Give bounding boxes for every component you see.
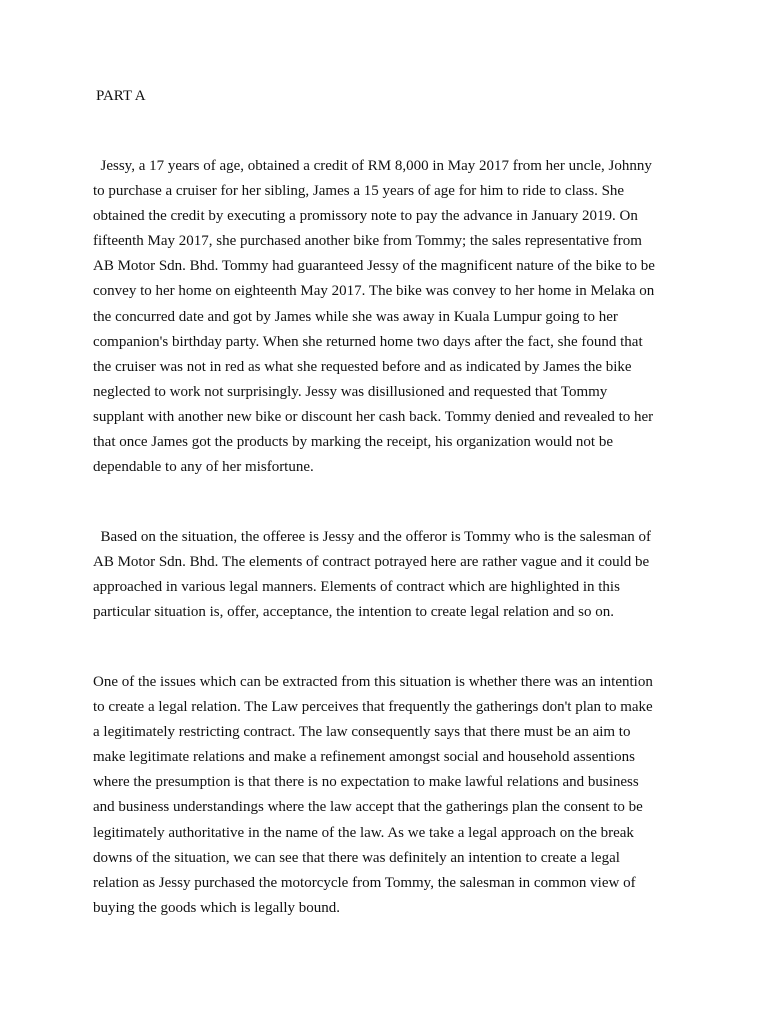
text-line: AB Motor Sdn. Bhd. Tommy had guaranteed Jessy of the magnificent nature of the bike to be bbox=[93, 258, 655, 275]
text-line: fifteenth May 2017, she purchased another bike from Tommy; the sales representative from bbox=[93, 233, 642, 250]
text-line: convey to her home on eighteenth May 2017. The bike was convey to her home in Melaka on bbox=[93, 283, 655, 300]
text-line: One of the issues which can be extracted from this situation is whether there was an intention bbox=[93, 674, 653, 690]
text-line: AB Motor Sdn. Bhd. The elements of contract potrayed here are rather vague and it could be bbox=[93, 554, 650, 571]
text-line: a legitimately restricting contract. The law consequently says that there must be an aim to bbox=[93, 724, 631, 741]
text-line: companion's birthday party. When she returned home two days after the fact, she found that bbox=[93, 333, 643, 350]
text-line: obtained the credit by executing a promissory note to pay the advance in January 2019. On bbox=[93, 208, 638, 225]
text-line: legitimately authoritative in the name of the law. As we take a legal approach on the break bbox=[93, 824, 634, 841]
text-line: relation as Jessy purchased the motorcycle from Tommy, the salesman in common view of bbox=[93, 874, 636, 891]
text-line: and business understandings where the law accept that the gatherings plan the consent to be bbox=[93, 799, 643, 816]
text-line: supplant with another new bike or discount her cash back. Tommy denied and revealed to her bbox=[93, 408, 654, 425]
text-line: approached in various legal manners. Elements of contract which are highlighted in this bbox=[93, 579, 620, 596]
text-line: make legitimate relations and make a refinement amongst social and household assentions bbox=[93, 749, 635, 766]
text-line: Based on the situation, the offeree is Jessy and the offeror is Tommy who is the salesman of bbox=[93, 529, 652, 545]
text-line: to purchase a cruiser for her sibling, James a 15 years of age for him to ride to class. She bbox=[93, 183, 625, 200]
text-line: particular situation is, offer, acceptance, the intention to create legal relation and so on. bbox=[93, 604, 615, 621]
paragraph-offer-analysis bbox=[93, 525, 651, 625]
text-line: the cruiser was not in red as what she requested before and as indicated by James the bike bbox=[93, 358, 632, 375]
text-line: that once James got the products by marking the receipt, his organization would not be bbox=[93, 434, 614, 451]
text-line: dependable to any of her misfortune. bbox=[93, 459, 314, 476]
text-line: where the presumption is that there is no expectation to make lawful relations and business bbox=[93, 774, 639, 791]
paragraph-case-facts bbox=[93, 154, 655, 480]
paragraph-legal-intention bbox=[93, 670, 653, 921]
section-heading: PART A bbox=[96, 88, 146, 104]
text-line: downs of the situation, we can see that there was definitely an intention to create a legal bbox=[93, 849, 620, 866]
text-line: Jessy, a 17 years of age, obtained a credit of RM 8,000 in May 2017 from her uncle, Johnny bbox=[93, 158, 652, 174]
text-line: to create a legal relation. The Law perceives that frequently the gatherings don't plan to make bbox=[93, 699, 653, 716]
text-line: buying the goods which is legally bound. bbox=[93, 899, 341, 916]
text-line: neglected to work not surprisingly. Jessy was disillusioned and requested that Tommy bbox=[93, 383, 608, 400]
text-line: the concurred date and got by James while she was away in Kuala Lumpur going to her bbox=[93, 308, 618, 325]
